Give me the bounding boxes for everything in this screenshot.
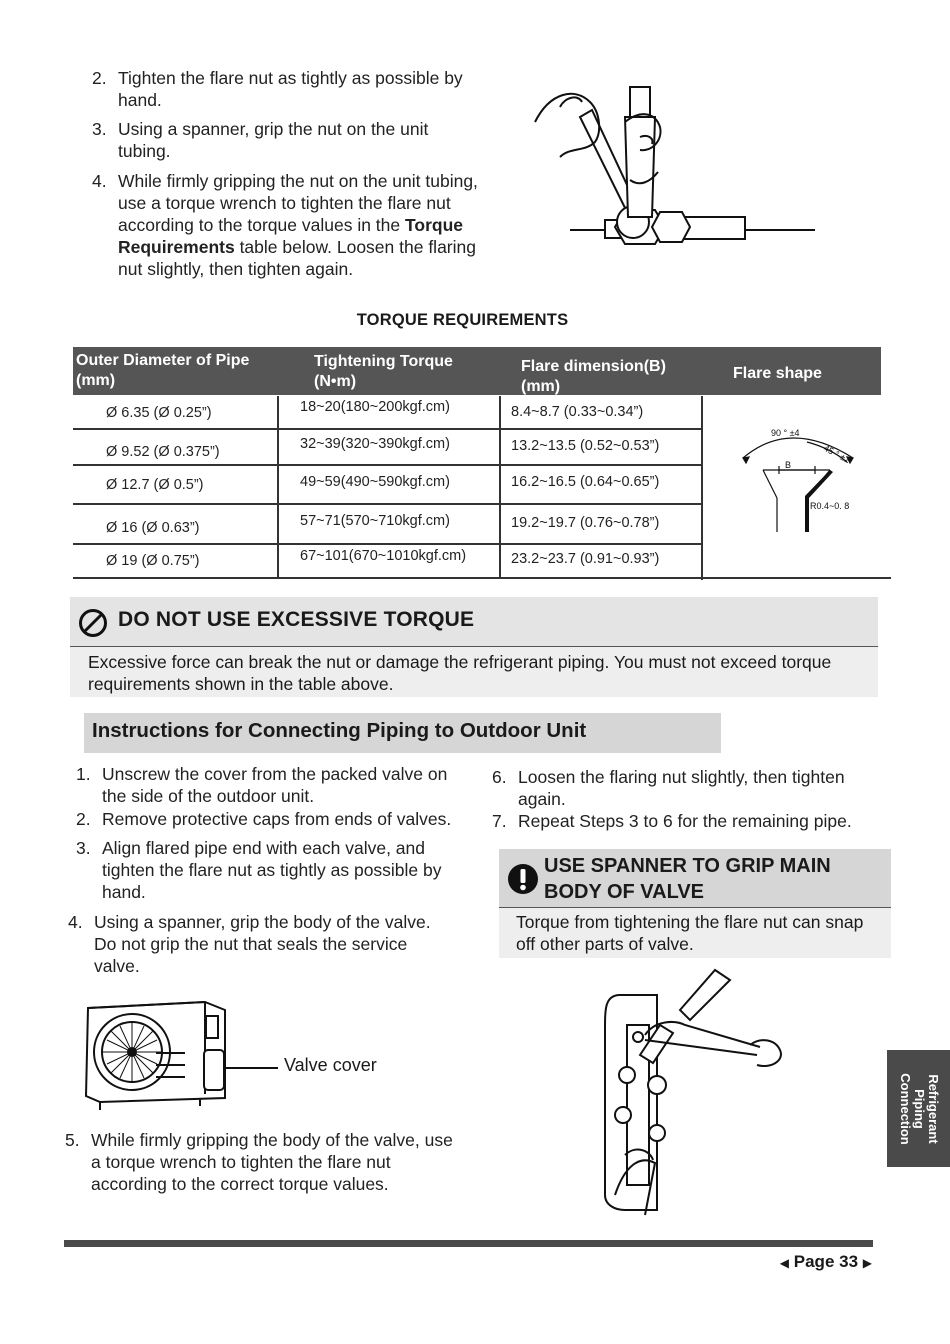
table-rule: [73, 503, 701, 505]
step-text: Remove protective caps from ends of valves.: [102, 809, 452, 829]
table-cell: Ø 6.35 (Ø 0.25”): [106, 405, 212, 421]
table-cell: 32~39(320~390kgf.cm): [300, 436, 450, 452]
table-rule: [73, 428, 701, 430]
valve-cover-label: Valve cover: [284, 1055, 377, 1075]
chapter-side-tab: [887, 1050, 950, 1167]
step-number: 4.: [68, 912, 83, 932]
step-number: 2.: [76, 809, 91, 829]
warning-exclamation-icon: [507, 863, 539, 895]
step-number: 2.: [92, 68, 107, 88]
torque-wrench-illustration: [530, 82, 830, 252]
step-text: Align flared pipe end with each valve, and tighten the flare nut as tightly as possible by hand.: [102, 838, 442, 902]
spanner-warning-text: Torque from tightening the flare nut can snap off other parts of valve.: [516, 912, 864, 954]
table-rule: [73, 464, 701, 466]
prohibited-icon: [78, 608, 108, 638]
spanner-warning-title: USE SPANNER TO GRIP MAIN BODY OF VALVE: [544, 855, 831, 903]
caution-box: [70, 597, 878, 697]
step-number: 1.: [76, 764, 91, 784]
page-number: Page 33: [793, 1252, 859, 1271]
torque-table-title: TORQUE REQUIREMENTS: [356, 311, 569, 329]
header-flare-dimension: Flare dimension(B) (mm): [521, 358, 666, 395]
table-cell: 67~101(670~1010kgf.cm): [300, 548, 467, 564]
section-title-banner: [84, 713, 721, 753]
header-outer-diameter: Outer Diameter of Pipe (mm): [76, 352, 250, 389]
table-cell: 16.2~16.5 (0.64~0.65”): [511, 474, 660, 490]
step-text: table below. Loosen the flaring nut slightly, then tighten again.: [118, 237, 476, 279]
outdoor-unit-illustration: [80, 998, 290, 1113]
step-number: 3.: [76, 838, 91, 858]
flare-shape-diagram: [735, 420, 865, 540]
table-cell: Ø 12.7 (Ø 0.5”): [106, 477, 204, 493]
table-divider: [499, 396, 501, 578]
page-indicator: [780, 1252, 872, 1272]
outdoor-step-1: [76, 763, 462, 807]
step-text: Unscrew the cover from the packed valve on the side of the outdoor unit.: [102, 764, 448, 806]
outdoor-step-5: [65, 1129, 456, 1195]
step-text: Tighten the flare nut as tightly as possible by hand.: [118, 68, 463, 110]
valve-wrench-illustration: [585, 965, 795, 1225]
step-text: Using a spanner, grip the body of the valve. Do not grip the nut that seals the service valve.: [94, 912, 431, 976]
caution-text: Excessive force can break the nut or damage the refrigerant piping. You must not exceed torque requirements shown in the table above.: [88, 652, 832, 694]
step-2: [92, 67, 473, 111]
step-text: Loosen the flaring nut slightly, then tighten again.: [518, 767, 845, 809]
next-page-icon[interactable]: ▶: [862, 1256, 872, 1270]
table-cell: 13.2~13.5 (0.52~0.53”): [511, 438, 660, 454]
table-rule: [73, 577, 891, 579]
table-divider: [277, 396, 279, 578]
step-number: 3.: [92, 119, 107, 139]
torque-table-header: [73, 347, 881, 395]
table-cell: 18~20(180~200kgf.cm): [300, 399, 450, 415]
prev-page-icon[interactable]: ◀: [779, 1256, 790, 1270]
step-number: 6.: [492, 767, 507, 787]
step-number: 7.: [492, 811, 507, 831]
caution-title: DO NOT USE EXCESSIVE TORQUE: [118, 608, 475, 631]
side-tab-label: Refrigerant Piping Connection: [897, 1072, 941, 1145]
step-text: Using a spanner, grip the nut on the unit tubing.: [118, 119, 429, 161]
spanner-warning-header: [499, 849, 891, 908]
table-cell: 23.2~23.7 (0.91~0.93”): [511, 551, 660, 567]
header-flare-shape: Flare shape: [733, 365, 822, 382]
outdoor-step-2: [76, 808, 472, 830]
step-3: [92, 118, 448, 162]
table-cell: 19.2~19.7 (0.76~0.78”): [511, 515, 660, 531]
header-tightening-torque: Tightening Torque (N•m): [314, 353, 453, 390]
step-text: While firmly gripping the body of the valve, use a torque wrench to tighten the flare nut according to the correct torque values.: [91, 1130, 453, 1194]
section-title: Instructions for Connecting Piping to Outdoor Unit: [92, 719, 587, 742]
outdoor-step-6: [492, 766, 878, 810]
step-4: [92, 170, 478, 280]
flare-half-angle-label: 45 ° ±2: [822, 442, 852, 466]
table-divider: [701, 396, 703, 580]
table-cell: Ø 16 (Ø 0.63”): [106, 520, 200, 536]
flare-b-label: B: [785, 460, 792, 470]
footer-rule: [64, 1240, 873, 1247]
step-text: Repeat Steps 3 to 6 for the remaining pipe.: [518, 811, 852, 831]
table-cell: 8.4~8.7 (0.33~0.34”): [511, 404, 644, 420]
table-cell: Ø 19 (Ø 0.75”): [106, 553, 200, 569]
step-number: 4.: [92, 171, 107, 191]
flare-radius-label: R0.4~0. 8: [810, 501, 850, 511]
outdoor-step-7: [492, 810, 883, 832]
step-text-bold: Torque Requirements: [118, 215, 464, 257]
step-number: 5.: [65, 1130, 80, 1150]
spanner-warning-box: [499, 849, 891, 958]
table-rule: [73, 543, 701, 545]
table-cell: 57~71(570~710kgf.cm): [300, 513, 450, 529]
table-cell: 49~59(490~590kgf.cm): [300, 474, 450, 490]
outdoor-step-4: [68, 911, 449, 977]
step-text: While firmly gripping the nut on the unit tubing, use a torque wrench to tighten the flare nut according to the torque values in the: [118, 171, 478, 235]
flare-angle-label: 90 ° ±4: [771, 428, 800, 438]
caution-header: [70, 597, 878, 647]
table-cell: Ø 9.52 (Ø 0.375”): [106, 444, 220, 460]
outdoor-step-3: [76, 837, 462, 903]
